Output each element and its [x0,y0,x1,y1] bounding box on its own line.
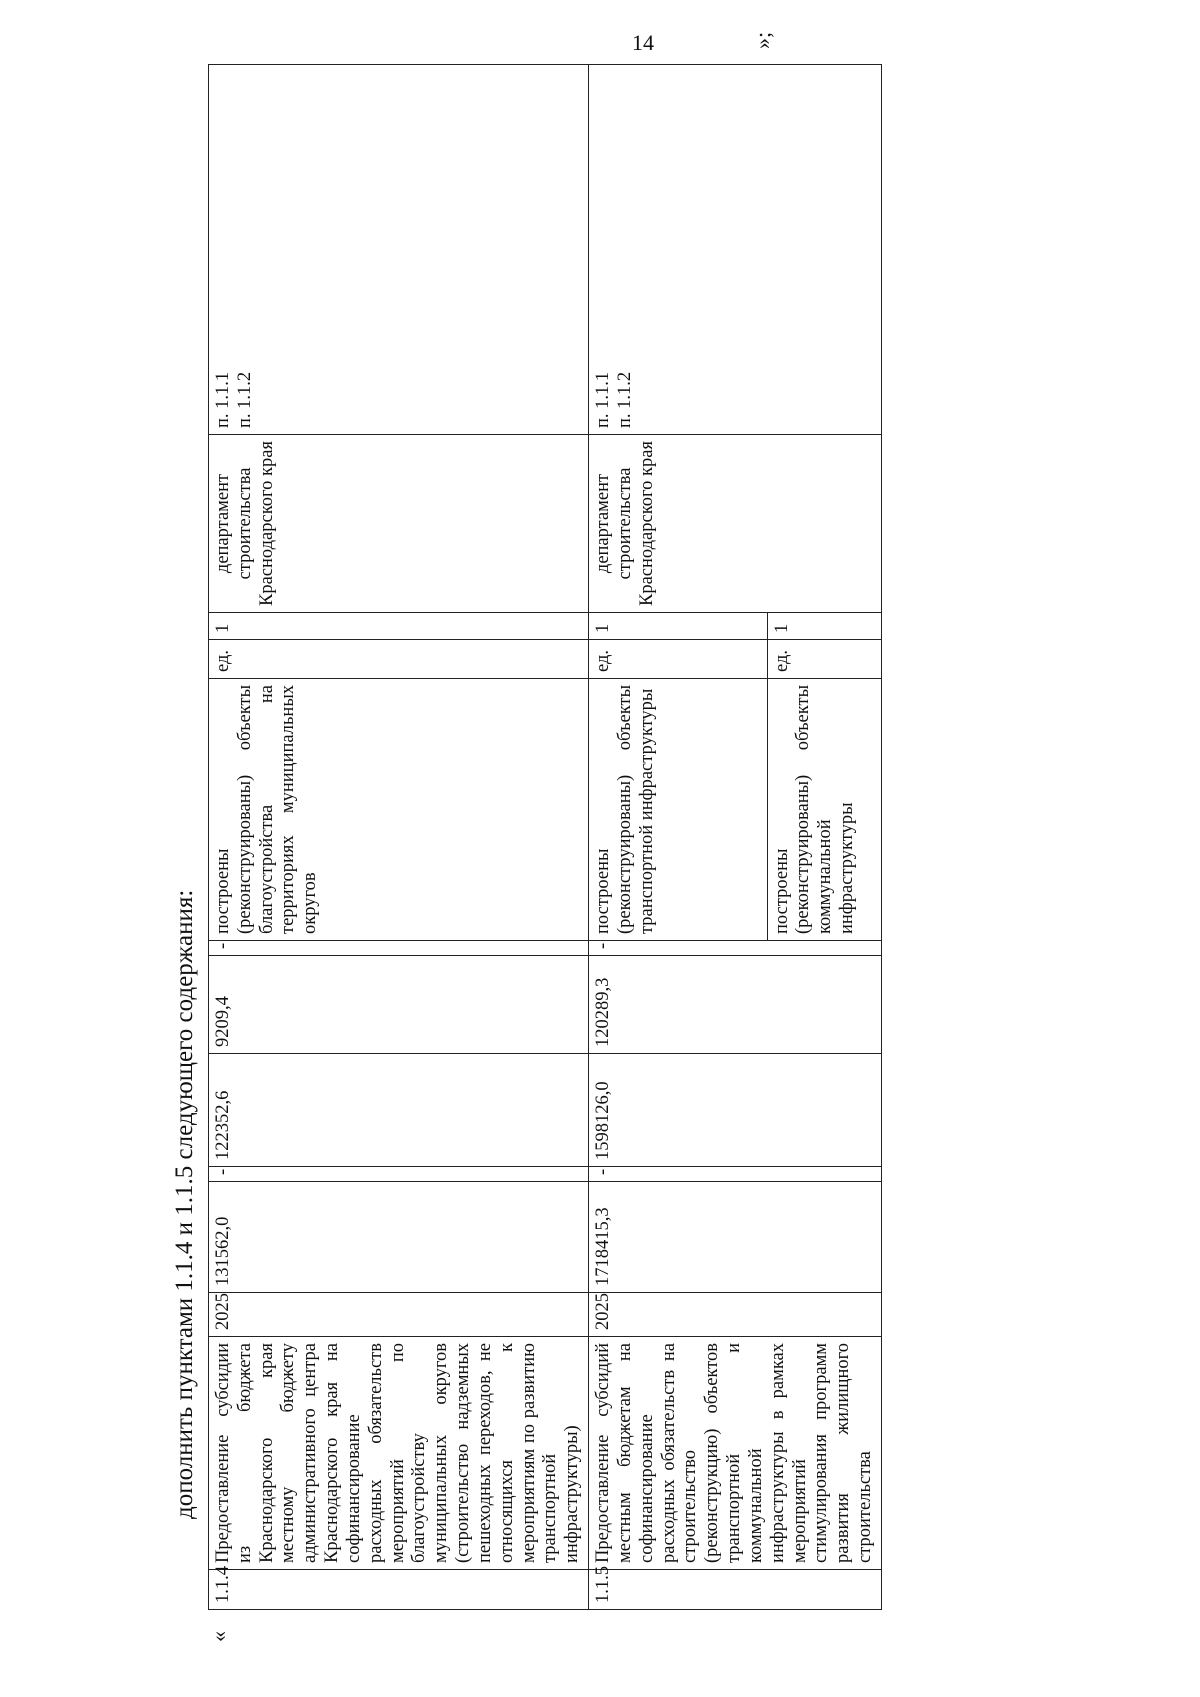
cell-local: 120289,3 [589,956,882,1054]
cell-executor: департамент строительства Краснодарского края [589,435,882,613]
cell-year: 2025 [589,1293,882,1337]
cell-total: 1718415,3 [589,1182,882,1293]
table-row [209,65,589,1610]
cell-executor: департамент строительства Краснодарского края [209,435,589,613]
cell-federal: - [209,1167,589,1182]
cell-num: 1.1.5 [589,1570,882,1610]
cell-result-value: 1 [767,613,881,640]
cell-result-text: построены (реконструированы) объекты коммунальной инфраструктуры [767,679,881,941]
cell-regional: 122352,6 [209,1054,589,1167]
cell-regional: 1598126,0 [589,1054,882,1167]
rotated-content [170,31,1070,1642]
cell-federal: - [589,1167,882,1182]
cell-result-unit: ед. [589,640,767,679]
page-number: 14 [632,30,654,55]
table-row [589,65,767,1610]
cell-result-value: 1 [589,613,767,640]
cell-other: - [589,941,882,956]
cell-link: п. 1.1.1 п. 1.1.2 [589,65,882,435]
intro-text: дополнить пунктами 1.1.4 и 1.1.5 следующего содержания: [171,889,198,1519]
cell-result-text: построены (реконструированы) объекты транспортной инфраструктуры [589,679,767,941]
cell-measure-name: Предоставление субсидий местным бюджетам на софинансирование расходных обязательств на строительство (реконструкцию) объектов транспортной и коммунальной инфраструктуры в рамках мероприятий стимулирования программ развития жилищного строительства [589,1337,882,1570]
measures-table [208,64,882,1610]
cell-local: 9209,4 [209,956,589,1054]
cell-year: 2025 [209,1293,589,1337]
cell-result-value: 1 [209,613,589,640]
cell-num: 1.1.4 [209,1570,589,1610]
cell-other: - [209,941,589,956]
cell-result-unit: ед. [209,640,589,679]
opening-quote: « [206,1631,231,1642]
closing-quote: »; [750,31,775,49]
cell-measure-name: Предоставление субсидии из бюджета Краснодарского края местному бюджету административного центра Краснодарского края на софинансирование расходных обязательств мероприятий по благоустройству муниципальных округов (строительство надземных пешеходных переходов, не относящихся к мероприятиям по развитию транспортной инфраструктуры) [209,1337,589,1570]
cell-total: 131562,0 [209,1182,589,1293]
cell-result-text: построены (реконструированы) объекты благоустройства на территориях муниципальных округов [209,679,589,941]
cell-link: п. 1.1.1 п. 1.1.2 [209,65,589,435]
cell-result-unit: ед. [767,640,881,679]
